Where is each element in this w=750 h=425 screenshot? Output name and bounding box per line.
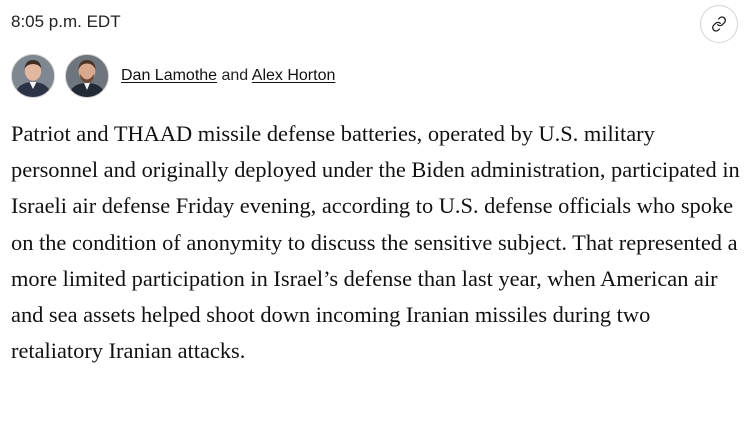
author-conjunction: and [217, 67, 252, 84]
author-link-alex-horton[interactable]: Alex Horton [251, 67, 336, 84]
author-names [121, 67, 335, 85]
author-avatar-alex-horton[interactable] [65, 54, 109, 98]
author-link-dan-lamothe[interactable]: Dan Lamothe [121, 67, 218, 84]
link-icon [711, 16, 727, 32]
copy-link-button[interactable] [700, 5, 738, 43]
post-timestamp: 8:05 p.m. EDT [11, 12, 121, 31]
byline [11, 53, 335, 99]
article-paragraph: Patriot and THAAD missile defense batteries, operated by U.S. military personnel and originally deployed under the Biden administration, participated in Israeli air defense Friday evening, according to U.S. defense officials who spoke on the condition of anonymity to discuss the sensitive subject. That represented a more limited participation in Israel’s defense than last year, when American air and sea assets helped shoot down incoming Iranian missiles during two retaliatory Iranian attacks. [11, 121, 740, 364]
author-avatar-dan-lamothe[interactable] [11, 54, 55, 98]
